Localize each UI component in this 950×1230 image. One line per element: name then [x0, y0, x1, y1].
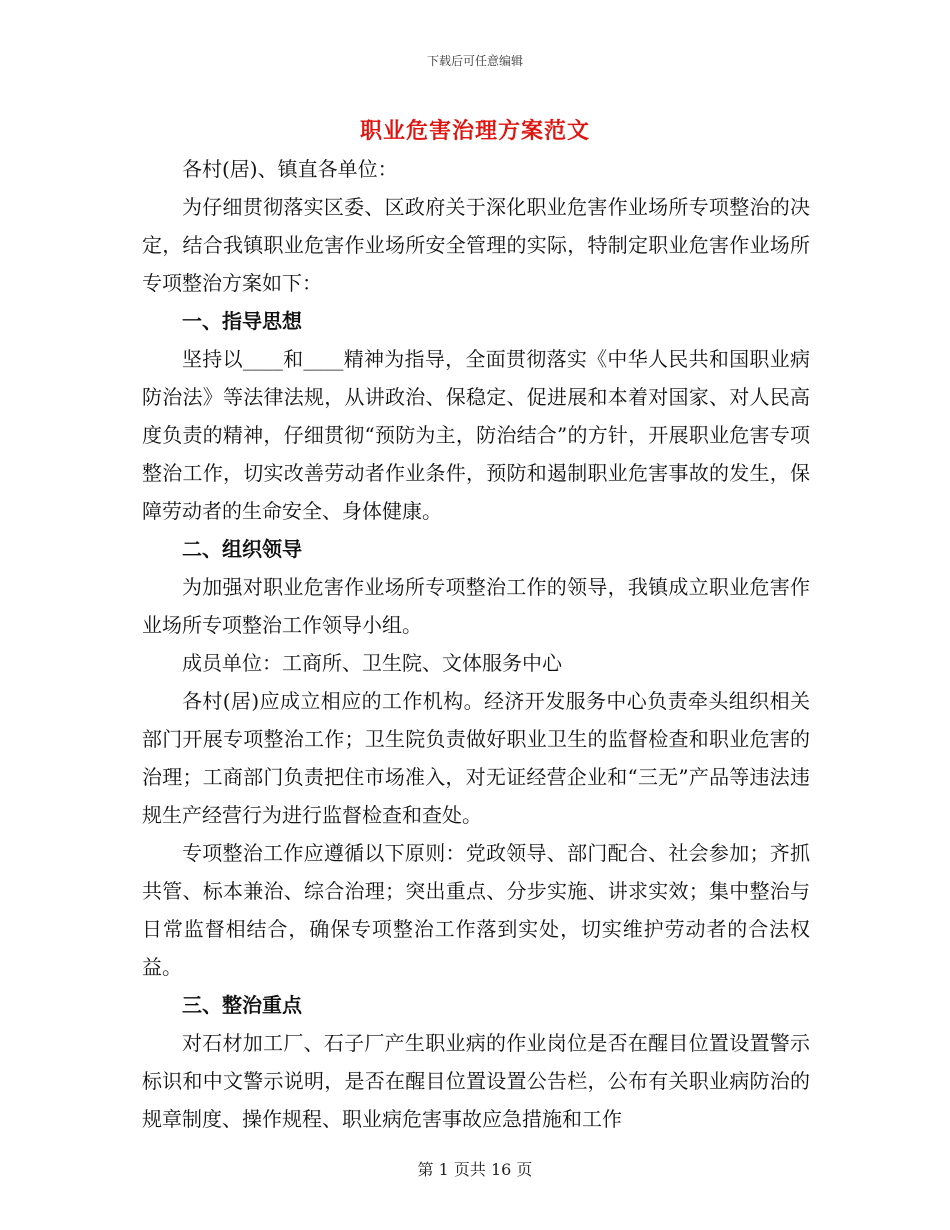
intro-paragraph: 为仔细贯彻落实区委、区政府关于深化职业危害作业场所专项整治的决定，结合我镇职业危害作业场所安全管理的实际，特制定职业危害作业场所专项整治方案如下：	[142, 195, 810, 295]
page-footer: 第 1 页共 16 页	[417, 1160, 533, 1179]
salutation: 各村(居)、镇直各单位：	[182, 157, 398, 181]
section-2-paragraph-2: 成员单位：工商所、卫生院、文体服务中心	[182, 651, 562, 675]
section-3-heading: 三、整治重点	[182, 993, 302, 1017]
section-1-heading: 一、指导思想	[182, 309, 302, 333]
section-2-paragraph-1: 为加强对职业危害作业场所专项整治工作的领导，我镇成立职业危害作业场所专项整治工作领导小组。	[142, 575, 810, 637]
section-2-heading: 二、组织领导	[182, 537, 302, 561]
section-3-paragraph: 对石材加工厂、石子厂产生职业病的作业岗位是否在醒目位置设置警示标识和中文警示说明，是否在醒目位置设置公告栏，公布有关职业病防治的规章制度、操作规程、职业病危害事故应急措施和工作	[142, 1031, 810, 1131]
page-header: 下载后可任意编辑	[426, 54, 523, 68]
section-2-paragraph-4: 专项整治工作应遵循以下原则：党政领导、部门配合、社会参加；齐抓共管、标本兼治、综合治理；突出重点、分步实施、讲求实效；集中整治与日常监督相结合，确保专项整治工作落到实处，切实维护劳动者的合法权益。	[142, 841, 810, 979]
section-1-paragraph: 坚持以____和____精神为指导，全面贯彻落实《中华人民共和国职业病防治法》等法律法规，从讲政治、保稳定、促进展和本着对国家、对人民高度负责的精神，仔细贯彻“预防为主，防治结合”的方针，开展职业危害专项整治工作，切实改善劳动者作业条件，预防和遏制职业危害事故的发生，保障劳动者的生命安全、身体健康。	[142, 347, 810, 523]
document-title: 职业危害治理方案范文	[359, 118, 590, 144]
section-2-paragraph-3: 各村(居)应成立相应的工作机构。经济开发服务中心负责牵头组织相关部门开展专项整治工作；卫生院负责做好职业卫生的监督检查和职业危害的治理；工商部门负责把住市场准入，对无证经营企业和“三无”产品等违法违规生产经营行为进行监督检查和查处。	[142, 689, 810, 827]
document-body	[142, 150, 810, 1138]
